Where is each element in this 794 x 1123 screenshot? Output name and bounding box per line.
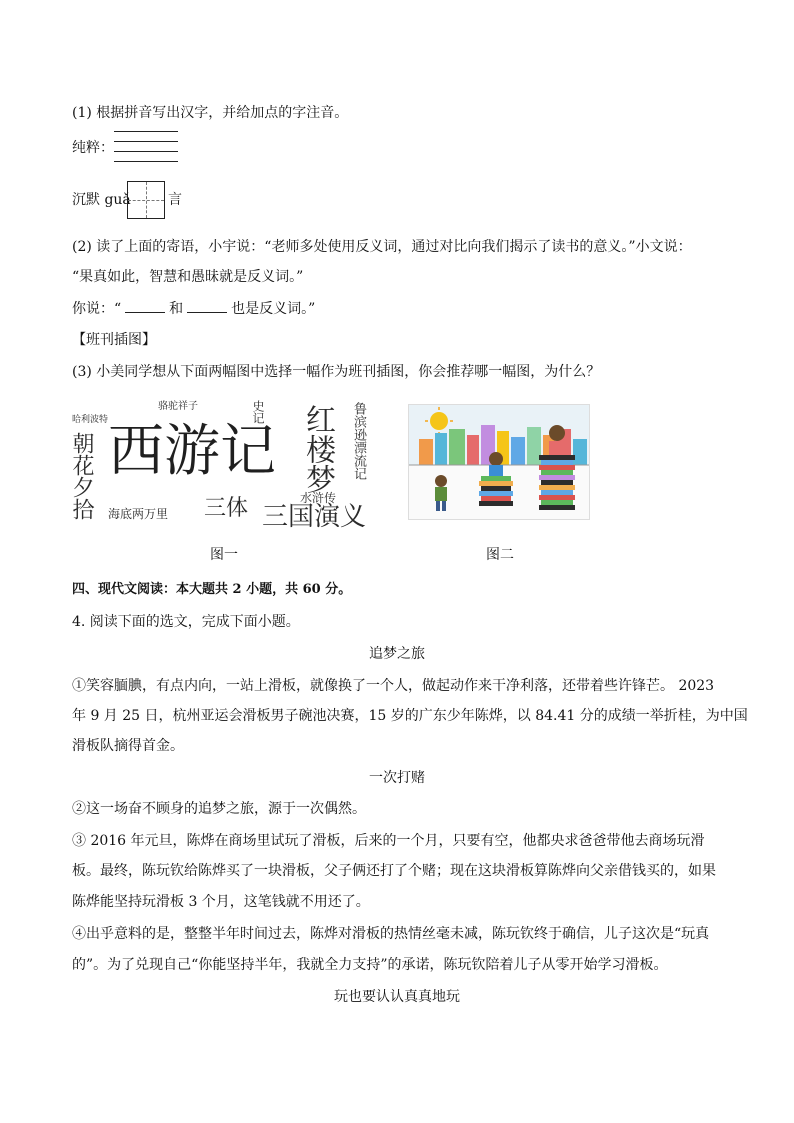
pinyin-answer-lines[interactable] [114, 131, 178, 161]
q1-heading: (1) 根据拼音写出汉字，并给加点的字注音。 [72, 105, 349, 121]
p4-line1: ④出乎意料的是，整整半年时间过去，陈烨对滑板的热情丝毫未减，陈玩钦终于确信，儿子这次是“玩真 [72, 926, 710, 942]
word-harry: 哈利波特 [72, 415, 109, 425]
q3-text: (3) 小美同学想从下面两幅图中选择一幅作为班刊插图，你会推荐哪一幅图，为什么？ [72, 364, 601, 380]
p3-line3: 陈烨能坚持玩滑板 3 个月，这笔钱就不用还了。 [72, 894, 370, 910]
figure1-word-cloud [66, 398, 378, 540]
section-banner: 【班刊插图】 [72, 332, 156, 348]
child-middle-icon [489, 452, 503, 466]
q4-intro: 4. 阅读下面的选文，完成下面小题。 [72, 614, 300, 630]
q2-line3 [72, 298, 722, 319]
q2-line3-c: 也是反义词。” [231, 301, 316, 317]
tianzige-box[interactable] [127, 181, 165, 219]
word-zhaohua: 朝花夕拾 [69, 432, 94, 520]
figure2-svg [409, 405, 590, 520]
word-sanguo: 三国演义 [262, 502, 367, 532]
word-santi: 三体 [204, 496, 249, 521]
p1-line3: 滑板队摘得首金。 [72, 738, 184, 754]
p1-line1: ①笑容腼腆，有点内向，一站上滑板，就像换了一个人，做起动作来干净利落，还带着些许锋芒。 2023 [72, 678, 715, 694]
p1-line2: 年 9 月 25 日，杭州亚运会滑板男子碗池决赛，15 岁的广东少年陈烨，以 84.41 分的成绩一举折桂，为中国 [72, 708, 748, 724]
q1-item2-before: 沉默 guǎ [72, 192, 131, 208]
word-shuihu: 水浒传 [300, 491, 337, 505]
q1-item2-after: 言 [168, 192, 182, 208]
word-hongloumeng: 红楼梦 [300, 404, 335, 494]
figure1-caption: 图一 [210, 547, 238, 563]
book-stack-tall [539, 455, 575, 510]
p4-line2: 的”。为了兑现自己“你能坚持半年，我就全力支持”的承诺，陈玩钦陪着儿子从零开始学习滑板。 [72, 957, 668, 973]
q2-line2: “果真如此，智慧和愚昧就是反义词。” [72, 269, 304, 285]
word-shiji: 史记 [251, 400, 265, 424]
q2-line1: (2) 读了上面的寄语，小宇说：“老师多处使用反义词，通过对比向我们揭示了读书的意义。”小文说： [72, 239, 692, 255]
word-camel: 骆驼祥子 [158, 401, 198, 412]
p3-line2: 板。最终，陈玩钦给陈烨买了一块滑板，父子俩还打了个赌；现在这块滑板算陈烨向父亲借钱买的，如果 [72, 863, 716, 879]
child-small-icon [435, 475, 447, 487]
answer-blank-2[interactable] [187, 298, 227, 313]
q2-line3-a: 你说：“ [72, 301, 122, 317]
child-tall-icon [549, 425, 565, 441]
figure2-caption: 图二 [486, 547, 514, 563]
q1-item1-label: 纯粹： [72, 140, 114, 156]
word-haidi: 海底两万里 [108, 507, 169, 521]
subtitle-2: 玩也要认认真真地玩 [334, 989, 460, 1005]
sun-icon [430, 412, 448, 430]
section4-heading: 四、现代文阅读：本大题共 2 小题，共 60 分。 [72, 582, 352, 597]
article-title: 追梦之旅 [369, 646, 425, 662]
word-xiyouji: 西游记 [108, 419, 276, 484]
p2: ②这一场奋不顾身的追梦之旅，源于一次偶然。 [72, 801, 366, 817]
subtitle-1: 一次打赌 [369, 770, 425, 786]
answer-blank-1[interactable] [125, 298, 165, 313]
word-luxun: 鲁滨逊漂流记 [351, 402, 366, 480]
p3-line1: ③ 2016 年元旦，陈烨在商场里试玩了滑板，后来的一个月，只要有空，他都央求爸爸带他去商场玩滑 [72, 833, 705, 849]
q2-line3-b: 和 [169, 301, 184, 317]
figure2-illustration [408, 404, 590, 520]
book-stack-middle [479, 476, 513, 506]
